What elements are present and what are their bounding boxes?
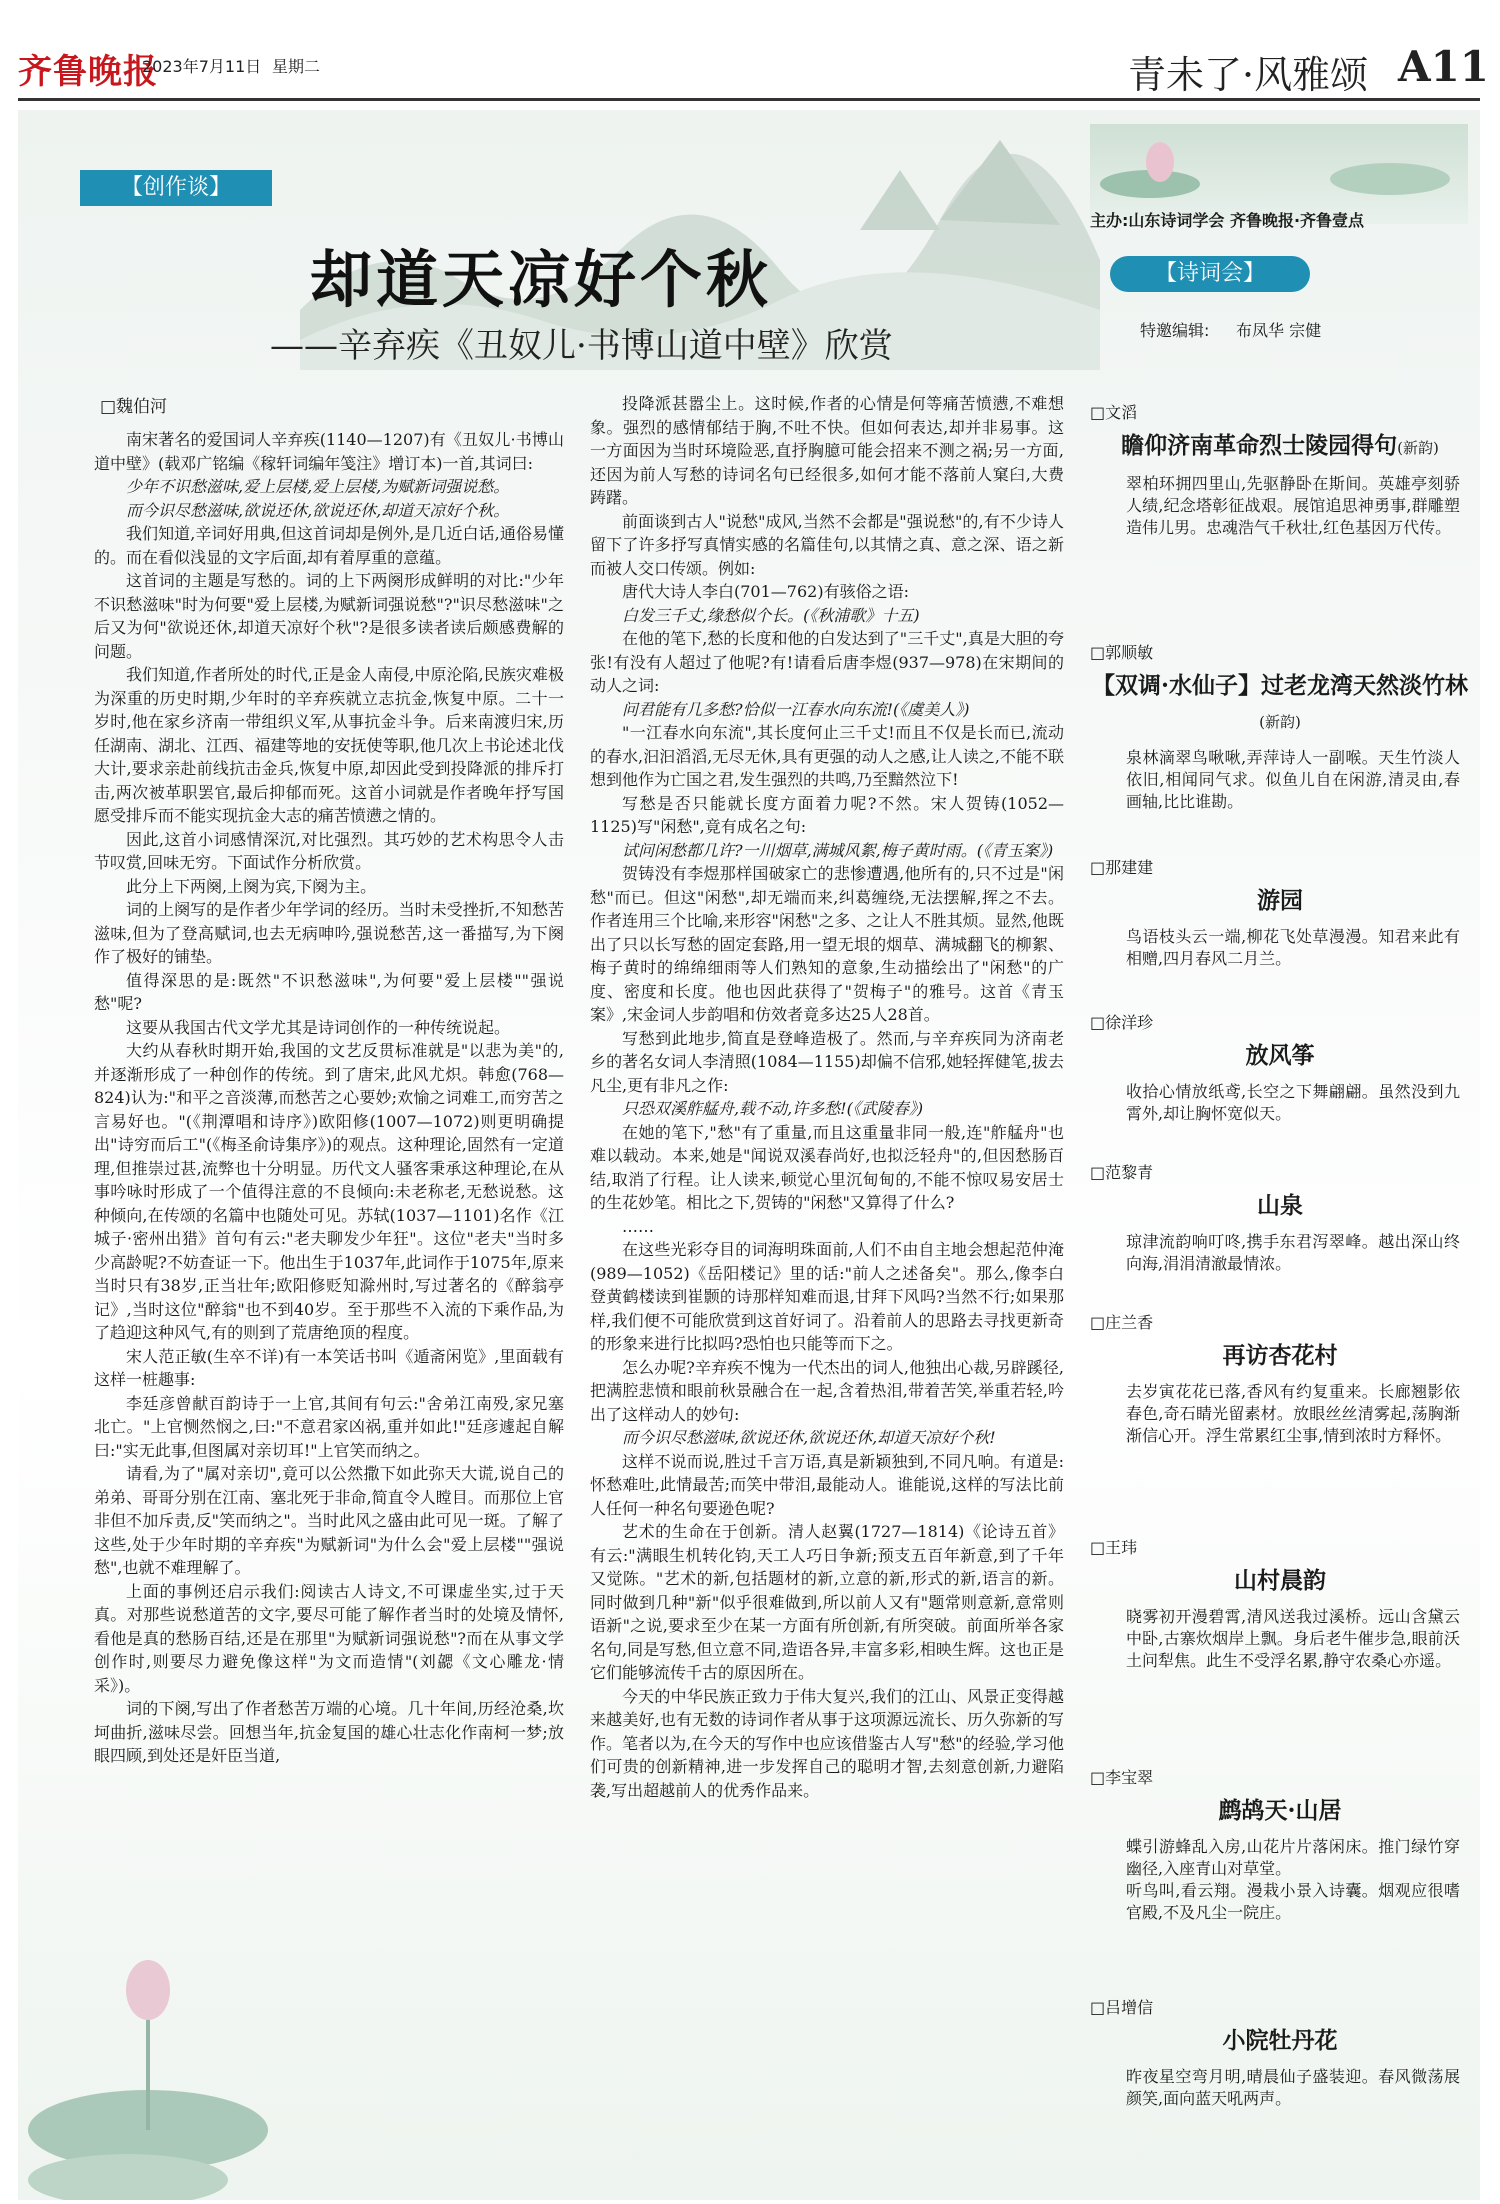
article-paragraph: 因此,这首小词感情深沉,对比强烈。其巧妙的艺术构思令人击节叹赏,回味无穷。下面试作分析欣赏。 — [94, 829, 564, 872]
article-paragraph: 请看,为了"属对亲切",竟可以公然撒下如此弥天大谎,说自己的弟弟、哥哥分别在江南、塞北死于非命,简直令人瞠目。而那位上官非但不加斥责,反"笑而纳之"。当时此风之盛由此可见一斑。了解了这些,处于少年时期的辛弃疾"为赋新词"为什么会"爱上层楼""强说愁",也就不难理解了。 — [94, 1464, 564, 1577]
article-paragraph: 投降派甚嚣尘上。这时候,作者的心情是何等痛苦愤懑,不难想象。强烈的感情郁结于胸,不吐不快。但如何表达,却并非易事。这一方面因为当时环境险恶,直抒胸臆可能会招来不测之祸;另一方面,还因为前人写愁的诗词名句已经很多,如何才能不落前人窠臼,大费踌躇。 — [590, 394, 1064, 507]
poem-entry — [1090, 400, 1470, 539]
poem-text: 泉林滴翠鸟啾啾,弄萍诗人一副喉。天生竹淡人依旧,相闻同气求。似鱼儿自在闲游,清灵由,春画轴,比比谁勘。 — [1126, 748, 1460, 811]
article-paragraph: "一江春水向东流",其长度何止三千丈!而且不仅是长而已,流动的春水,汩汩滔滔,无尽无休,具有更强的动人之感,让人读之,不能不联想到他作为亡国之君,发生强烈的共鸣,乃至黯然泣下! — [590, 723, 1064, 789]
article-subtitle: ——辛弃疾《丑奴儿·书博山道中壁》欣赏 — [270, 326, 893, 366]
article-author: □魏伯河 — [100, 397, 168, 417]
quoted-verse: 只恐双溪舴艋舟,载不动,许多愁!(《武陵春》) — [622, 1099, 924, 1118]
article-paragraph: 这样不说而说,胜过千言万语,真是新颖独到,不同凡响。有道是:怀愁难吐,此情最苦;而笑中带泪,最能动人。谁能说,这样的写法比前人任何一种名句要逊色呢? — [590, 1451, 1064, 1518]
poem-title-text: 小院牡丹花 — [1222, 2027, 1338, 2054]
poem-note: (新韵) — [1397, 439, 1439, 457]
poem-title — [1090, 429, 1470, 465]
article-paragraph: 艺术的生命在于创新。清人赵翼(1727—1814)《论诗五首》有云:"满眼生机转化钧,天工人巧日争新;预支五百年新意,到了千年又觉陈。"艺术的新,包括题材的新,立意的新,形式的新,语言的新。同时做到几种"新"似乎很难做到,所以前人又有"题常则意新,意常则语新"之说,要求至少在某一方面有所创新,有所突破。前面所举各家名句,同是写愁,但立意不同,造语各异,丰富多彩,相映生辉。这也正是它们能够流传千古的原因所在。 — [590, 1522, 1064, 1682]
poem-title — [1090, 669, 1470, 739]
article-paragraph: 值得深思的是:既然"不识愁滋味",为何要"爱上层楼""强说愁"呢? — [94, 970, 564, 1013]
quoted-verse: 而今识尽愁滋味,欲说还休,欲说还休,却道天凉好个秋! — [622, 1428, 996, 1447]
poem-entry — [1090, 1310, 1470, 1447]
poem-title-text: 瞻仰济南革命烈士陵园得句 — [1121, 432, 1398, 459]
poem-text: 听鸟叫,看云翔。漫栽小景入诗囊。烟观应很嗜官殿,不及凡尘一院庄。 — [1126, 1881, 1460, 1922]
poem-title — [1090, 1794, 1470, 1828]
poem-title-text: 游园 — [1257, 887, 1303, 914]
poem-author: □李宝翠 — [1090, 1768, 1154, 1787]
article-paragraph: 唐代大诗人李白(701—762)有骇俗之语: — [622, 582, 909, 601]
poem-author: □吕增信 — [1090, 1998, 1154, 2017]
sponsor-line: 主办:山东诗词学会 齐鲁晚报·齐鲁壹点 — [1090, 211, 1365, 230]
article-paragraph: 今天的中华民族正致力于伟大复兴,我们的江山、风景正变得越来越美好,也有无数的诗词作者从事于这项源远流长、历久弥新的写作。笔者以为,在今天的写作中也应该借鉴古人写"愁"的经验,学习他们可贵的创新精神,进一步发挥自己的聪明才智,去刻意创新,力避陷袭,写出超越前人的优秀作品来。 — [590, 1686, 1064, 1800]
poem-entry — [1090, 1160, 1470, 1275]
poem-title — [1090, 1189, 1470, 1223]
article-paragraph: 大约从春秋时期开始,我国的文艺反贯标准就是"以悲为美"的,并逐渐形成了一种创作的传统。到了唐宋,此风尤炽。韩愈(768—824)认为:"和平之音淡薄,而愁苦之心要妙;欢愉之词难工,而穷苦之言易好也。"(《荆潭唱和诗序》)欧阳修(1007—1072)则更明确提出"诗穷而后工"(《梅圣俞诗集序》)的观点。这种理论,固然有一定道理,但推崇过甚,流弊也十分明显。历代文人骚客秉承这种理论,在从事吟咏时形成了一个值得注意的不良倾向:未老称老,无愁说愁。这种倾向,在传颂的名篇中也随处可见。苏轼(1037—1101)名作《江城子·密州出猎》首句有云:"老夫聊发少年狂"。这位"老夫"当时多少高龄呢?不妨查证一下。他出生于1037年,此词作于1075年,原来当时只有38岁,正当壮年;欧阳修贬知滁州时,写过著名的《醉翁亭记》,当时这位"醉翁"也不到40岁。至于那些不入流的下乘作品,为了趋迎这种风气,有的则到了荒唐绝顶的程度。 — [94, 1041, 564, 1342]
article-paragraph: 宋人范正敏(生卒不详)有一本笑话书叫《遁斋闲览》,里面载有这样一桩趣事: — [94, 1346, 564, 1389]
article-column-middle — [590, 392, 1064, 2118]
poem-text: 鸟语枝头云一端,柳花飞处草漫漫。知君来此有相赠,四月春风二月兰。 — [1126, 927, 1460, 968]
article-category-tag: 【创作谈】 — [80, 170, 272, 206]
poem-text: 翠柏环拥四里山,先驱静卧在斯间。英雄亭刻骄人绩,纪念塔彰征战艰。展馆追思神勇事,群雕塑造伟儿男。忠魂浩气千秋壮,红色基因万代传。 — [1126, 474, 1460, 537]
quoted-verse: 少年不识愁滋味,爱上层楼,爱上层楼,为赋新词强说愁。 — [126, 477, 510, 496]
poem-text: 琼津流韵响叮咚,携手东君泻翠峰。越出深山终向海,涓涓清澈最情浓。 — [1126, 1232, 1460, 1273]
article-paragraph: 写愁到此地步,简直是登峰造极了。然而,与辛弃疾同为济南老乡的著名女词人李清照(1084—1155)却偏不信邪,她轻挥健笔,拔去凡尘,更有非凡之作: — [590, 1028, 1064, 1095]
poem-entry — [1090, 1010, 1470, 1125]
editor-label: 特邀编辑: — [1140, 321, 1210, 340]
poem-entry — [1090, 1765, 1470, 1924]
poem-entry — [1090, 1995, 1470, 2110]
article-paragraph: 在这些光彩夺目的词海明珠面前,人们不由自主地会想起范仲淹(989—1052)《岳阳楼记》里的话:"前人之述备矣"。那么,像李白登黄鹤楼读到崔颢的诗那样知难而退,甘拜下风吗?当然不行;如果那样,我们便不可能欣赏到这首好词了。沿着前人的思路去寻找更新奇的形象来进行比拟吗?恐怕也只能等而下之。 — [590, 1240, 1064, 1353]
poem-text: 晓雾初开漫碧霄,清风送我过溪桥。远山含黛云中卧,古寨炊烟岸上飘。身后老牛催步急,眼前沃土问犁焦。此生不受浮名累,静守农桑心亦遥。 — [1126, 1607, 1460, 1670]
article-paragraph: 这首词的主题是写愁的。词的上下两阕形成鲜明的对比:"少年不识愁滋味"时为何要"爱上层楼,为赋新词强说愁"?"识尽愁滋味"之后又为何"欲说还休,却道天凉好个秋"?是很多读者读后颇感费解的问题。 — [94, 571, 564, 661]
article-paragraph: 南宋著名的爱国词人辛弃疾(1140—1207)有《丑奴儿·书博山道中壁》(载邓广铭编《稼轩词编年笺注》增订本)一首,其词曰: — [94, 430, 564, 473]
article-column-left — [94, 428, 564, 2118]
article-paragraph: 怎么办呢?辛弃疾不愧为一代杰出的词人,他独出心裁,另辟蹊径,把满腔悲愤和眼前秋景融合在一起,含着热泪,带着苦笑,举重若轻,吟出了这样动人的妙句: — [590, 1357, 1064, 1424]
poem-entry — [1090, 640, 1470, 813]
newspaper-logo: 齐鲁晚报 — [18, 52, 158, 92]
poem-title — [1090, 884, 1470, 918]
article-paragraph: 词的下阕,写出了作者愁苦万端的心境。几十年间,历经沧桑,坎坷曲折,滋味尽尝。回想当年,抗金复国的雄心壮志化作南柯一梦;放眼四顾,到处还是奸臣当道, — [94, 1699, 564, 1765]
poem-entry — [1090, 855, 1470, 970]
article-paragraph: 这要从我国古代文学尤其是诗词创作的一种传统说起。 — [126, 1017, 511, 1037]
article-paragraph: 词的上阕写的是作者少年学词的经历。当时未受挫折,不知愁苦滋味,但为了登高赋词,也去无病呻吟,强说愁苦,这一番描写,为下阕作了极好的铺垫。 — [94, 900, 564, 966]
poem-title — [1090, 1039, 1470, 1073]
article-paragraph: 写愁是否只能就长度方面着力呢?不然。宋人贺铸(1052—1125)写"闲愁",竟有成名之句: — [590, 793, 1064, 836]
poem-text: 收拾心情放纸鸢,长空之下舞翩翩。虽然没到九霄外,却让胸怀宽似天。 — [1126, 1082, 1460, 1123]
editor-names: 布凤华 宗健 — [1236, 321, 1322, 340]
poem-author: □那建建 — [1090, 858, 1154, 877]
poem-author: □王玮 — [1090, 1538, 1138, 1557]
poem-author: □郭顺敏 — [1090, 643, 1154, 662]
poem-title-text: 再访杏花村 — [1222, 1342, 1338, 1369]
article-paragraph: 前面谈到古人"说愁"成风,当然不会都是"强说愁"的,有不少诗人留下了许多抒写真情实感的名篇佳句,以其情之真、意之深、语之新而被人交口传颂。例如: — [590, 511, 1064, 578]
poem-text: 蝶引游蜂乱入房,山花片片落闲床。推门绿竹穿幽径,入座青山对草堂。 — [1126, 1837, 1460, 1878]
poem-text: 昨夜星空弯月明,晴晨仙子盛装迎。春风微荡展颜笑,面向蓝天吼两声。 — [1126, 2067, 1460, 2108]
poem-title — [1090, 2024, 1470, 2058]
masthead — [0, 0, 1500, 97]
poem-title-text: 山村晨韵 — [1234, 1567, 1326, 1594]
section-title: 青未了·风雅颂 — [1128, 53, 1369, 97]
poetry-section-tag: 【诗词会】 — [1110, 256, 1310, 292]
poem-title-text: 山泉 — [1257, 1192, 1303, 1219]
poem-title-text: 放风筝 — [1245, 1042, 1315, 1069]
poem-author: □徐洋珍 — [1090, 1013, 1154, 1032]
article-paragraph: 在他的笔下,愁的长度和他的白发达到了"三千丈",真是大胆的夸张!有没有人超过了他呢?有!请看后唐李煜(937—978)在宋期间的动人之词: — [590, 629, 1064, 695]
poem-author: □文滔 — [1090, 403, 1138, 422]
article-paragraph: 李廷彦曾献百韵诗于一上官,其间有句云:"舍弟江南殁,家兄塞北亡。"上官恻然悯之,曰:"不意君家凶祸,重并如此!"廷彦遽起自解曰:"实无此事,但图属对亲切耳!"上官笑而纳之。 — [94, 1393, 564, 1460]
quoted-verse: 而今识尽愁滋味,欲说还休,欲说还休,却道天凉好个秋。 — [126, 500, 510, 520]
article-paragraph: 上面的事例还启示我们:阅读古人诗文,不可课虚坐实,过于天真。对那些说愁道苦的文字,要尽可能了解作者当时的处境及情怀,看他是真的愁肠百结,还是在那里"为赋新词强说愁"?而在从事文学创作时,则要尽力避免像这样"为文而造情"(刘勰《文心雕龙·情采》)。 — [94, 1581, 564, 1695]
issue-date: 2023年7月11日 — [142, 57, 262, 76]
article-paragraph: 贺铸没有李煜那样国破家亡的悲惨遭遇,他所有的,只不过是"闲愁"而已。但这"闲愁",却无端而来,纠葛缠绕,无法摆解,挥之不去。作者连用三个比喻,来形容"闲愁"之多、之让人不胜其烦。显然,他既出了只以长写愁的固定套路,用一望无垠的烟草、满城翻飞的柳絮、梅子黄时的绵绵细雨等人们熟知的意象,生动描绘出了"闲愁"的广度、密度和长度。他也因此获得了"贺梅子"的雅号。这首《青玉案》,宋金词人步韵唱和仿效者竟多达25人28首。 — [590, 864, 1064, 1024]
poem-author: □庄兰香 — [1090, 1313, 1154, 1332]
poem-text: 去岁寅花花已落,香风有约复重来。长廊翘影依春色,奇石睛光留素材。放眼丝丝清雾起,荡胸渐渐信心开。浮生常累红尘事,情到浓时方释怀。 — [1126, 1382, 1460, 1445]
poem-note: (新韵) — [1259, 713, 1301, 731]
article-paragraph: 此分上下两阕,上阕为宾,下阕为主。 — [126, 876, 377, 896]
quoted-verse: 白发三千丈,缘愁似个长。(《秋浦歌》十五) — [622, 605, 920, 625]
poem-author: □范黎青 — [1090, 1163, 1154, 1182]
poem-title — [1090, 1339, 1470, 1373]
poem-title-text: 【双调·水仙子】过老龙湾天然淡竹林 — [1091, 672, 1468, 699]
quoted-verse: 问君能有几多愁?恰似一江春水向东流!(《虞美人》) — [622, 699, 970, 719]
article-paragraph: 我们知道,辛词好用典,但这首词却是例外,是几近白话,通俗易懂的。而在看似浅显的文字后面,却有着厚重的意蕴。 — [94, 524, 564, 567]
article-title: 却道天凉好个秋 — [310, 243, 773, 316]
poem-title-text: 鹧鸪天·山居 — [1218, 1797, 1342, 1824]
poem-entry — [1090, 1535, 1470, 1672]
page-number: A11 — [1398, 42, 1490, 91]
quoted-verse: 试问闲愁都几许?一川烟草,满城风絮,梅子黄时雨。(《青玉案》) — [622, 840, 1054, 860]
article-paragraph: 我们知道,作者所处的时代,正是金人南侵,中原沦陷,民族灾难极为深重的历史时期,少年时的辛弃疾就立志抗金,恢复中原。二十一岁时,他在家乡济南一带组织义军,从事抗金斗争。后来南渡归宋,历任湖南、湖北、江西、福建等地的安抚使等职,他几次上书论述北伐大计,要求亲赴前线抗击金兵,恢复中原,却因此受到投降派的排斥打击,两次被革职罢官,最后抑郁而死。这首小词就是作者晚年抒写国愿受排斥而不能实现抗金大志的痛苦愤懑之情的。 — [94, 665, 564, 825]
article-paragraph: …… — [622, 1216, 654, 1236]
issue-weekday: 星期二 — [272, 57, 321, 76]
article-paragraph: 在她的笔下,"愁"有了重量,而且这重量非同一般,连"舴艋舟"也难以载动。本来,她是"闻说双溪春尚好,也拟泛轻舟"的,但因愁肠百结,取消了行程。让人读来,顿觉心里沉甸甸的,不能不惊叹易安居士的生花妙笔。相比之下,贺铸的"闲愁"又算得了什么? — [590, 1122, 1064, 1212]
lotus-flower-icon — [1090, 124, 1468, 204]
masthead-rule — [18, 98, 1480, 101]
poem-title — [1090, 1564, 1470, 1598]
